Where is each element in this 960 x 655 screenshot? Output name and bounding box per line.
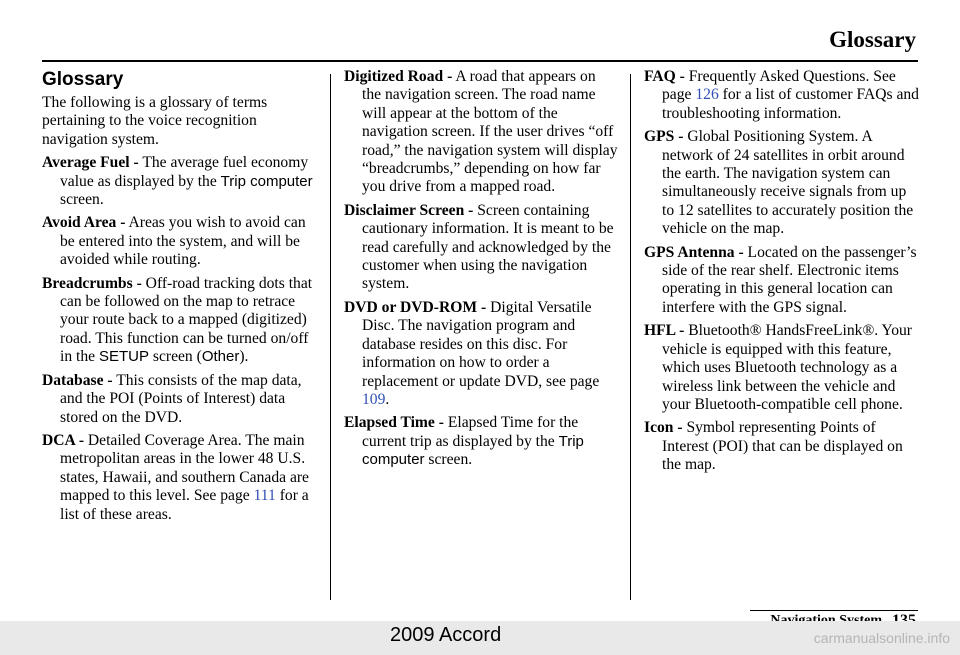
- glossary-definition: Global Positioning System. A network of 24 satellites in orbit around the earth. The navigation system can simultaneously receive signals from up to 12 satellites to accurately position the vehicle on the map.: [662, 128, 914, 238]
- glossary-definition: Detailed Coverage Area. The main metropolitan areas in the lower 48 U.S. states, Hawaii, and southern Canada are mapped to this level. See page: [60, 431, 309, 505]
- ui-label: Trip computer: [362, 432, 584, 469]
- watermark-model: 2009 Accord: [390, 624, 502, 646]
- glossary-definition: ).: [239, 348, 249, 366]
- glossary-entry-dvd: [344, 299, 618, 409]
- glossary-entry-gps-antenna: [644, 244, 920, 318]
- glossary-term: HFL -: [644, 322, 685, 340]
- page-header-title: Glossary: [829, 27, 916, 52]
- column-2: [344, 68, 618, 475]
- glossary-term: FAQ -: [644, 68, 685, 85]
- glossary-term: GPS Antenna -: [644, 243, 744, 261]
- page-link-111[interactable]: 111: [253, 487, 276, 505]
- ui-label: SETUP: [98, 348, 149, 366]
- glossary-term: Database -: [42, 371, 113, 389]
- glossary-term: Breadcrumbs -: [42, 274, 142, 292]
- glossary-entry-database: [42, 372, 318, 427]
- column-divider-right: [630, 74, 631, 600]
- glossary-term: Disclaimer Screen -: [344, 201, 474, 219]
- glossary-definition: Frequently Asked Questions. See page: [662, 68, 896, 104]
- glossary-definition: Screen containing cautionary information. It is meant to be read carefully and acknowledged by the customer when using the navigation system.: [362, 201, 614, 293]
- glossary-entry-gps: [644, 128, 920, 238]
- glossary-term: Average Fuel -: [42, 154, 139, 172]
- page-link-126[interactable]: 126: [695, 86, 719, 104]
- watermark-site: carmanualsonline.info: [813, 630, 950, 646]
- glossary-entry-icon: [644, 419, 920, 474]
- glossary-definition: Elapsed Time for the current trip as displayed by the: [362, 414, 579, 450]
- glossary-term: Digitized Road -: [344, 68, 453, 85]
- glossary-entry-dca: [42, 432, 318, 524]
- footer-rule: [750, 610, 918, 611]
- glossary-entry-avoid-area: [42, 214, 318, 269]
- glossary-entry-digitized-road: [344, 68, 618, 197]
- ui-label: Trip computer: [220, 172, 313, 190]
- glossary-definition: Digital Versatile Disc. The navigation program and database resides on this disc. For information on how to order a replacement or update DVD, see page: [362, 298, 600, 390]
- page-link-109[interactable]: 109: [362, 390, 386, 408]
- glossary-definition: .: [385, 390, 390, 408]
- glossary-entry-hfl: [644, 322, 920, 414]
- section-heading: Glossary: [42, 69, 124, 90]
- glossary-definition: Symbol representing Points of Interest (POI) that can be displayed on the map.: [662, 419, 903, 474]
- column-1: [42, 68, 318, 529]
- section-intro: The following is a glossary of terms pertaining to the voice recognition navigation system.: [42, 94, 268, 148]
- column-divider-left: [330, 74, 331, 600]
- glossary-definition: screen (: [149, 348, 202, 366]
- glossary-entry-elapsed-time: [344, 414, 618, 469]
- glossary-term: Icon -: [644, 419, 683, 437]
- glossary-definition: Areas you wish to avoid can be entered into the system, and will be avoided while routing.: [60, 214, 306, 269]
- glossary-definition: for a list of these areas.: [60, 487, 309, 523]
- column-3: [644, 68, 920, 480]
- glossary-entry-breadcrumbs: [42, 275, 318, 367]
- glossary-term: DVD or DVD-ROM -: [344, 298, 487, 316]
- glossary-definition: The average fuel economy value as displayed by the: [60, 154, 309, 190]
- glossary-entry-average-fuel: [42, 154, 318, 209]
- ui-label: Other: [201, 348, 240, 366]
- watermark-bar: [0, 621, 960, 655]
- glossary-definition: for a list of customer FAQs and troubleshooting information.: [662, 86, 919, 122]
- glossary-definition: screen.: [60, 191, 104, 209]
- header-rule: [42, 60, 918, 62]
- glossary-definition: Located on the passenger’s side of the rear shelf. Electronic items operating in this general location can interfere with the GPS signal.: [662, 243, 917, 316]
- glossary-term: Avoid Area -: [42, 214, 126, 232]
- glossary-definition: A road that appears on the navigation screen. The road name will appear at the bottom of the navigation screen. If the user drives “off road,” the navigation system will display “breadcrumbs,” depending on how far you drive from a mapped road.: [362, 68, 618, 196]
- glossary-term: DCA -: [42, 431, 85, 449]
- glossary-term: GPS -: [644, 128, 684, 146]
- glossary-entry-faq: [644, 68, 920, 123]
- glossary-definition: Off-road tracking dots that can be followed on the map to retrace your route back to a mapped (digitized) road. This function can be turned on/off in the: [60, 274, 313, 366]
- glossary-term: Elapsed Time -: [344, 414, 444, 432]
- glossary-definition: Bluetooth® HandsFreeLink®. Your vehicle is equipped with this feature, which uses Bluetooth technology as a wireless link between the vehicle and your Bluetooth-compatible cell phone.: [662, 322, 913, 413]
- glossary-definition: This consists of the map data, and the POI (Points of Interest) data stored on the DVD.: [60, 371, 302, 426]
- glossary-definition: screen.: [424, 451, 473, 469]
- glossary-entry-disclaimer-screen: [344, 202, 618, 294]
